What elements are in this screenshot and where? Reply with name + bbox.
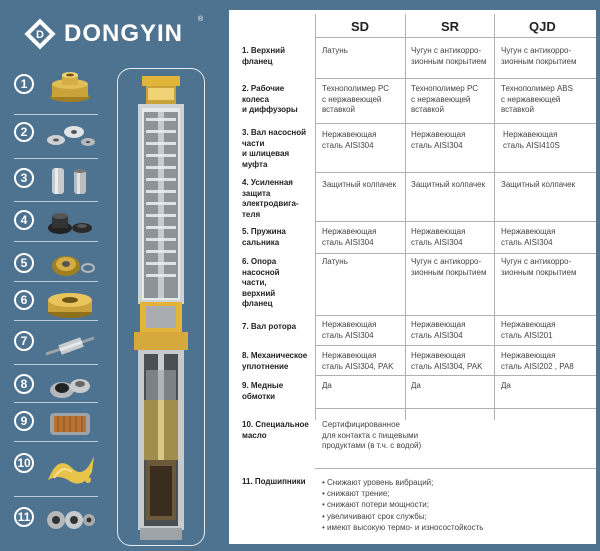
rotor-shaft-icon <box>44 328 96 362</box>
column-header-qjd: QJD <box>529 19 556 34</box>
row-label-7: 7. Вал ротора <box>242 322 297 331</box>
svg-text:D: D <box>36 29 44 41</box>
cell-sd-8: Нержавеющая сталь AISI304, PAK <box>322 351 394 371</box>
list-item: • снижают трение; <box>322 489 390 499</box>
cell-qjd-4: Защитный колпачек <box>501 180 576 189</box>
row-divider <box>315 123 596 124</box>
specification-table <box>229 10 596 544</box>
cell-sr-6: Чугун с антикорро- зионным покрытием <box>411 257 487 277</box>
cell-sr-5: Нержавеющая сталь AISI304 <box>411 227 466 247</box>
row-label-3: 3. Вал насосной части и шлицевая муфта <box>242 128 307 169</box>
cell-sr-2: Технополимер PC с нержавеющей вставкой <box>411 84 479 114</box>
brass-flange-icon <box>44 70 96 104</box>
row-divider <box>315 468 596 469</box>
bearings-icon <box>44 503 96 537</box>
divider <box>14 364 98 365</box>
special-oil-description: Сертифицированное для контакта с пищевыми продуктами (в т.ч. с водой) <box>322 420 422 450</box>
registered-mark: ® <box>198 16 204 23</box>
shaft-coupling-icon <box>44 164 96 198</box>
row-divider <box>315 345 596 346</box>
divider <box>14 158 98 159</box>
divider <box>14 320 98 321</box>
diffuser-washers-icon <box>44 118 96 152</box>
copper-winding-icon <box>44 407 96 441</box>
row-divider <box>315 408 596 409</box>
divider <box>14 201 98 202</box>
cell-qjd-2: Технополимер ABS с нержавеющей вставкой <box>501 84 573 114</box>
row-label-6: 6. Опора насосной части, верхний фланец <box>242 257 280 308</box>
row-divider <box>315 315 596 316</box>
divider <box>14 241 98 242</box>
motor-protector-cap-icon <box>44 206 96 240</box>
cell-sd-7: Нержавеющая сталь AISI304 <box>322 320 377 340</box>
part-number-2: 2 <box>14 122 34 142</box>
row-label-5: 5. Пружина сальника <box>242 227 286 247</box>
row-divider <box>315 253 596 254</box>
part-number-1: 1 <box>14 74 34 94</box>
cell-sr-3: Нержавеющая сталь AISI304 <box>411 130 466 150</box>
cell-sd-6: Латунь <box>322 257 348 266</box>
mechanical-seal-icon <box>44 370 96 404</box>
row-divider <box>315 172 596 173</box>
row-divider <box>315 37 596 38</box>
list-item: • увеличивают срок службы; <box>322 511 427 521</box>
cell-sr-1: Чугун с антикорро- зионным покрытием <box>411 46 487 66</box>
row-label-10: 10. Специальное масло <box>242 420 309 440</box>
column-divider <box>315 14 316 420</box>
part-number-11: 11 <box>14 507 34 527</box>
oil-splash-icon <box>44 450 96 490</box>
brand-name: DONGYIN <box>64 20 184 47</box>
divider <box>14 441 98 442</box>
row-label-11: 11. Подшипники <box>242 477 306 486</box>
row-label-1: 1. Верхний фланец <box>242 46 286 66</box>
row-label-8: 8. Механическое уплотнение <box>242 351 308 371</box>
cell-qjd-7: Нержавеющая сталь AISI201 <box>501 320 556 340</box>
column-divider <box>405 14 406 420</box>
cell-qjd-3: Нержавеющая сталь AISI410S <box>503 130 560 150</box>
cell-qjd-8: Нержавеющая сталь AISI202 , PA8 <box>501 351 574 371</box>
brand-logo <box>24 14 204 54</box>
bearings-benefits-list <box>322 477 483 533</box>
part-number-9: 9 <box>14 411 34 431</box>
cell-sd-5: Нержавеющая сталь AISI304 <box>322 227 377 247</box>
cell-sd-9: Да <box>322 381 332 390</box>
list-item: • Снижают уровень вибраций; <box>322 478 434 487</box>
part-number-4: 4 <box>14 210 34 230</box>
part-number-7: 7 <box>14 331 34 351</box>
part-number-6: 6 <box>14 290 34 310</box>
part-number-3: 3 <box>14 168 34 188</box>
cell-sd-1: Латунь <box>322 46 348 55</box>
row-label-2: 2. Рабочие колеса и диффузоры <box>242 84 298 114</box>
column-divider <box>494 14 495 420</box>
cell-sr-9: Да <box>411 381 421 390</box>
part-number-8: 8 <box>14 374 34 394</box>
cell-sd-3: Нержавеющая сталь AISI304 <box>322 130 377 150</box>
row-divider <box>315 78 596 79</box>
gland-spring-icon <box>44 248 96 282</box>
part-number-10: 10 <box>14 453 34 473</box>
pump-support-icon <box>44 286 96 320</box>
cell-qjd-5: Нержавеющая сталь AISI304 <box>501 227 556 247</box>
cell-sr-4: Защитный колпачек <box>411 180 486 189</box>
parts-panel <box>0 0 226 551</box>
row-label-4: 4. Усиленная защита электродвига- теля <box>242 178 299 219</box>
cell-qjd-9: Да <box>501 381 511 390</box>
column-header-sr: SR <box>441 19 460 34</box>
dongyin-logo-icon <box>24 18 56 50</box>
row-divider <box>315 221 596 222</box>
cell-sr-7: Нержавеющая сталь AISI304 <box>411 320 466 340</box>
row-divider <box>315 375 596 376</box>
row-label-9: 9. Медные обмотки <box>242 381 284 401</box>
cell-sd-4: Защитный колпачек <box>322 180 397 189</box>
list-item: • снижают потери мощности; <box>322 500 429 510</box>
column-header-sd: SD <box>351 19 370 34</box>
part-number-5: 5 <box>14 253 34 273</box>
divider <box>14 114 98 115</box>
cell-sr-8: Нержавеющая сталь AISI304, PAK <box>411 351 483 371</box>
divider <box>14 496 98 497</box>
cell-qjd-1: Чугун с антикорро- зионным покрытием <box>501 46 577 66</box>
list-item: • имеют высокую термо- и износостойкость <box>322 522 484 532</box>
cell-sd-2: Технополимер PC с нержавеющей вставкой <box>322 84 390 114</box>
cell-qjd-6: Чугун с антикорро- зионным покрытием <box>501 257 577 277</box>
pump-cutaway-illustration <box>120 70 202 544</box>
